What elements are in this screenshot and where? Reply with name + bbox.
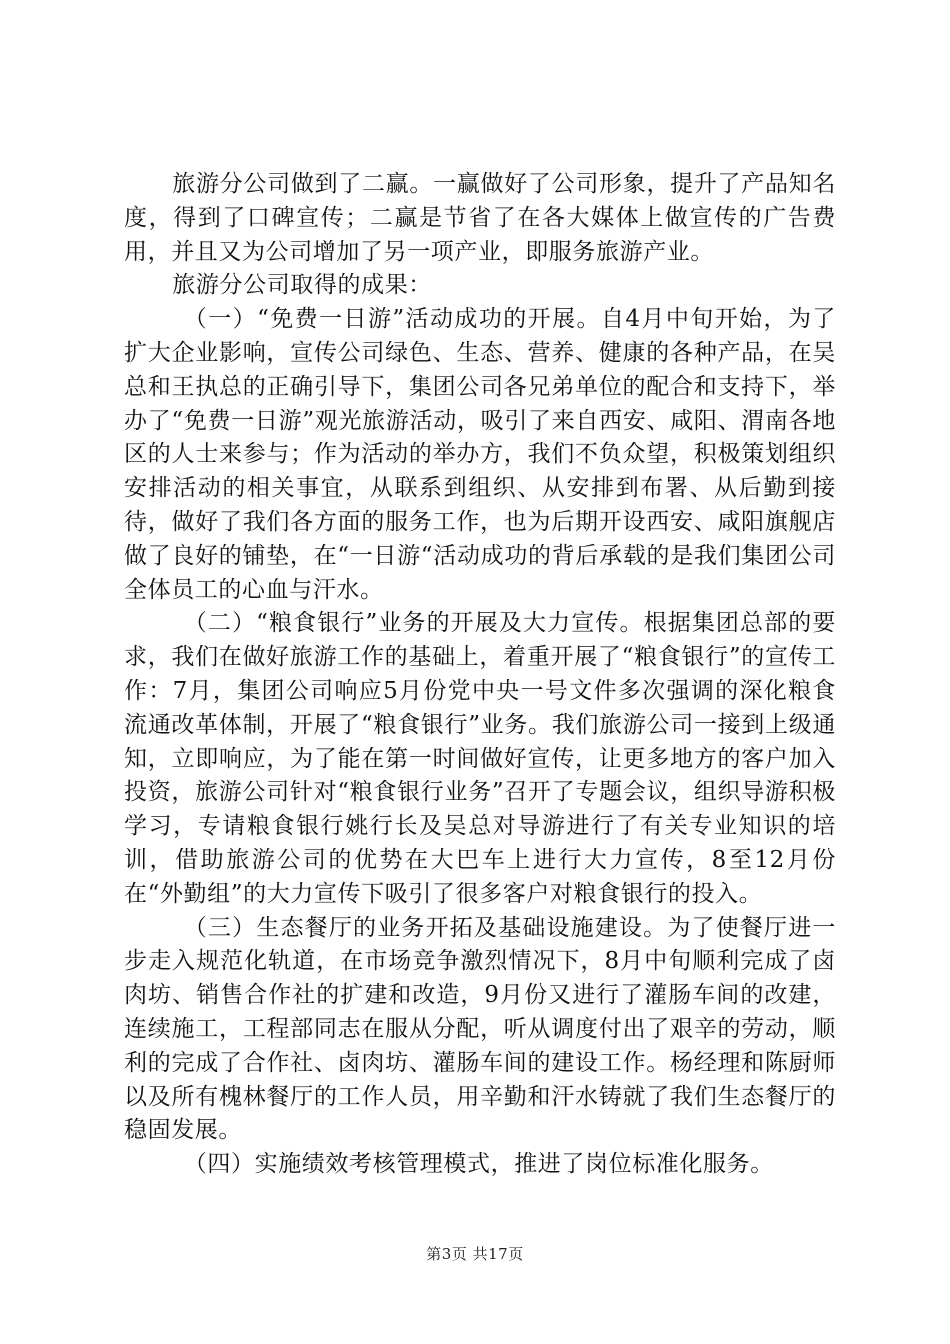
paragraph-item-3-eco-restaurant: （三）生态餐厅的业务开拓及基础设施建设。为了使餐厅进一步走入规范化轨道，在市场竞争激烈情况下，8月中旬顺利完成了卤肉坊、销售合作社的扩建和改造，9月份又进行了灌肠车间的改建，连续施工，工程部同志在服从分配，听从调度付出了艰辛的劳动，顺利的完成了合作社、卤肉坊、灌肠车间的建设工作。杨经理和陈厨师以及所有槐林餐厅的工作人员，用辛勤和汗水铸就了我们生态餐厅的稳固发展。	[124, 914, 836, 1144]
paragraph-item-4-performance: （四）实施绩效考核管理模式，推进了岗位标准化服务。	[183, 1151, 774, 1178]
document-body	[124, 168, 836, 1182]
paragraph-achievements-heading: 旅游分公司取得的成果：	[172, 272, 432, 299]
paragraph-two-wins: 旅游分公司做到了二赢。一赢做好了公司形象，提升了产品知名度，得到了口碑宣传；二赢是节省了在各大媒体上做宣传的广告费用，并且又为公司增加了另一项产业，即服务旅游产业。	[124, 171, 836, 265]
paragraph-item-2-grain-bank: （二）“粮食银行”业务的开展及大力宣传。根据集团总部的要求，我们在做好旅游工作的基础上，着重开展了“粮食银行”的宣传工作：7月，集团公司响应5月份党中央一号文件多次强调的深化粮食流通改革体制，开展了“粮食银行”业务。我们旅游公司一接到上级通知，立即响应，为了能在第一时间做好宣传，让更多地方的客户加入投资，旅游公司针对“粮食银行业务”召开了专题会议，组织导游积极学习，专请粮食银行姚行长及吴总对导游进行了有关专业知识的培训，借助旅游公司的优势在大巴车上进行大力宣传，8至12月份在“外勤组”的大力宣传下吸引了很多客户对粮食银行的投入。	[124, 610, 836, 907]
page-number-footer: 第3页 共17页	[426, 1245, 524, 1263]
paragraph-item-1-free-day-tour: （一）“免费一日游”活动成功的开展。自4月中旬开始，为了扩大企业影响，宣传公司绿色、生态、营养、健康的各种产品，在吴总和王执总的正确引导下，集团公司各兄弟单位的配合和支持下，举办了“免费一日游”观光旅游活动，吸引了来自西安、咸阳、渭南各地区的人士来参与；作为活动的举办方，我们不负众望，积极策划组织安排活动的相关事宜，从联系到组织、从安排到布署、从后勤到接待，做好了我们各方面的服务工作，也为后期开设西安、咸阳旗舰店做了良好的铺垫，在“一日游“活动成功的背后承载的是我们集团公司全体员工的心血与汗水。	[124, 306, 836, 603]
